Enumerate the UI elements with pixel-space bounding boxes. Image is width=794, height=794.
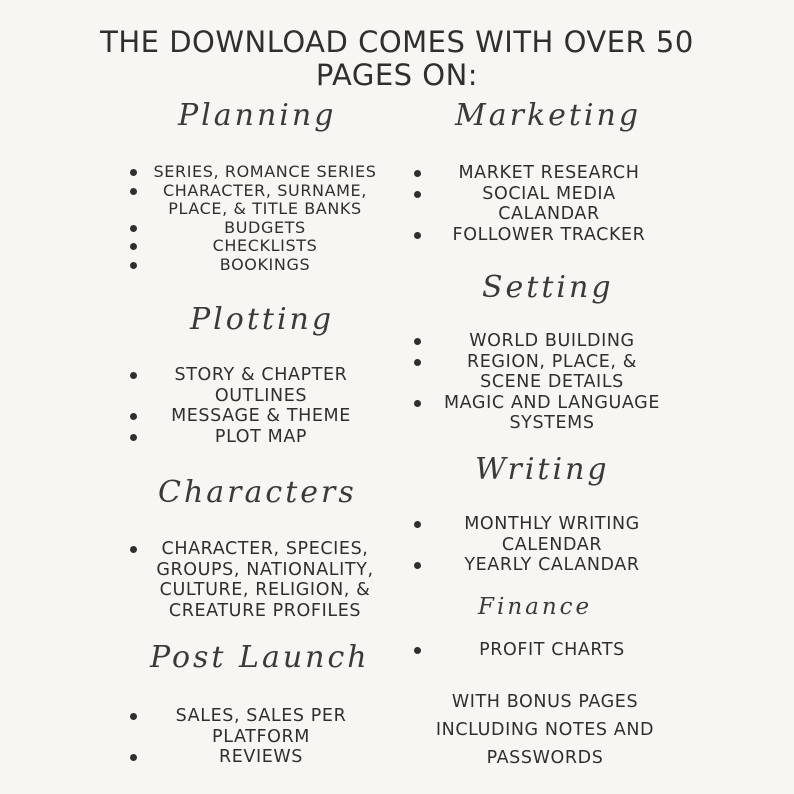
list-setting [414, 331, 670, 434]
list-item: WORLD BUILDING [414, 331, 670, 352]
heading-finance: Finance [478, 594, 593, 620]
list-item: REVIEWS [130, 747, 372, 768]
list-item: SALES, SALES PER PLATFORM [130, 706, 372, 747]
page-title [0, 26, 794, 92]
bonus-line-1: WITH BONUS PAGES [451, 692, 639, 712]
list-item: MESSAGE & THEME [130, 406, 372, 427]
list-item: STORY & CHAPTER OUTLINES [130, 365, 372, 406]
list-planning [130, 163, 380, 274]
title-line-1: THE DOWNLOAD COMES WITH OVER 50 [100, 25, 694, 59]
heading-writing: Writing [475, 452, 610, 487]
list-item: PLOT MAP [130, 427, 372, 448]
list-item: CHARACTER, SURNAME, PLACE, & TITLE BANKS [130, 182, 380, 219]
heading-characters: Characters [158, 475, 357, 510]
list-writing [414, 514, 670, 576]
heading-marketing: Marketing [455, 98, 642, 133]
list-item: CHECKLISTS [130, 237, 380, 256]
bonus-note [430, 688, 660, 772]
heading-planning: Planning [178, 98, 337, 133]
list-characters [130, 539, 380, 621]
list-item: PROFIT CHARTS [414, 640, 670, 661]
heading-plotting: Plotting [190, 302, 335, 337]
bonus-line-2: INCLUDING NOTES AND [435, 720, 655, 740]
list-item: YEARLY CALANDAR [414, 555, 670, 576]
list-finance [414, 640, 670, 661]
list-item: MARKET RESEARCH [414, 163, 664, 184]
heading-setting: Setting [482, 270, 614, 305]
heading-post-launch: Post Launch [150, 640, 370, 675]
list-item: BOOKINGS [130, 256, 380, 275]
list-item: SOCIAL MEDIA CALANDAR [414, 184, 664, 225]
list-plotting [130, 365, 372, 447]
list-item: CHARACTER, SPECIES, GROUPS, NATIONALITY, CULTURE, RELIGION, & CREATURE PROFILES [130, 539, 380, 621]
list-item: SERIES, ROMANCE SERIES [130, 163, 380, 182]
list-marketing [414, 163, 664, 245]
title-line-2: PAGES ON: [315, 58, 479, 92]
list-post-launch [130, 706, 372, 768]
list-item: BUDGETS [130, 219, 380, 238]
bonus-line-3: PASSWORDS [486, 748, 604, 768]
list-item: FOLLOWER TRACKER [414, 225, 664, 246]
list-item: MAGIC AND LANGUAGE SYSTEMS [414, 393, 670, 434]
list-item: REGION, PLACE, & SCENE DETAILS [414, 352, 670, 393]
list-item: MONTHLY WRITING CALENDAR [414, 514, 670, 555]
